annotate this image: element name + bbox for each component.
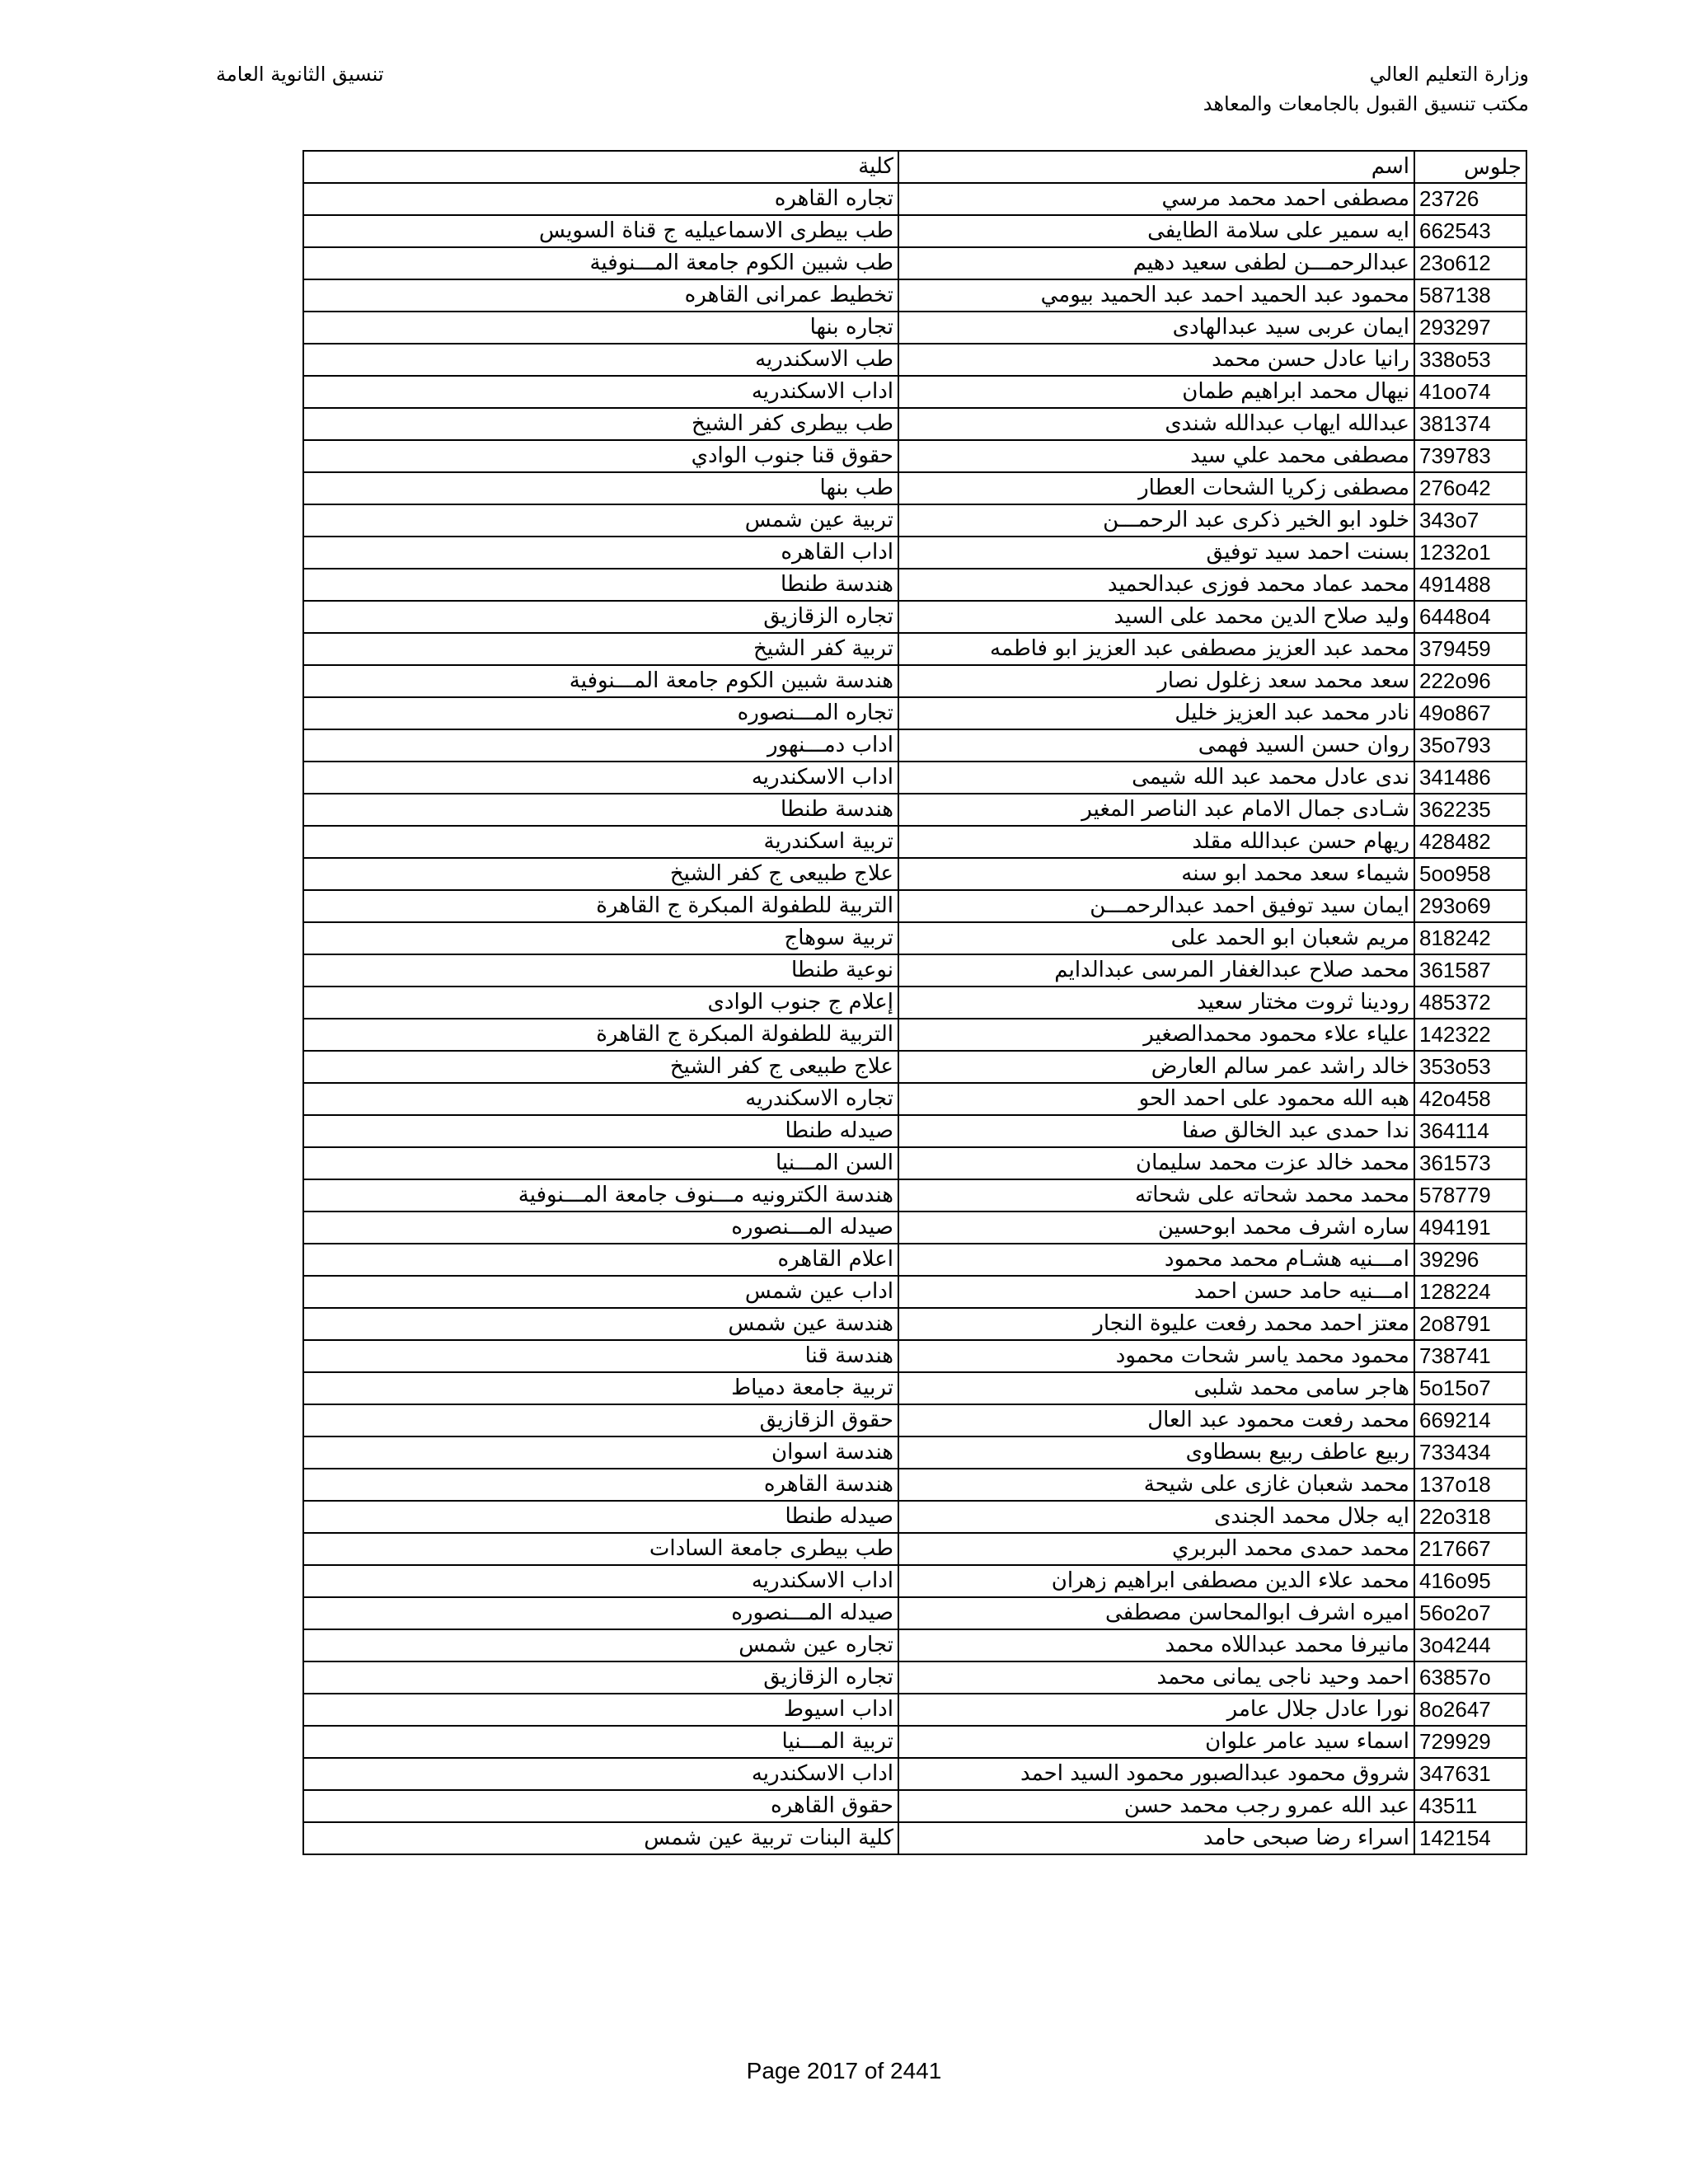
table-row [303, 215, 1526, 247]
table-row [303, 1726, 1526, 1758]
row-college: طب بيطرى جامعة السادات [303, 1533, 898, 1565]
row-college: تربية اسكندرية [303, 826, 898, 858]
row-number: 49o867 [1414, 697, 1526, 729]
row-number: 128224 [1414, 1276, 1526, 1308]
row-number: 23o612 [1414, 247, 1526, 279]
row-name: امـــنيه هشـام محمد محمود [898, 1244, 1414, 1276]
row-college: اداب الاسكندريه [303, 376, 898, 408]
row-name: بسنت احمد سيد توفيق [898, 537, 1414, 569]
table-row [303, 1565, 1526, 1597]
row-number: 578779 [1414, 1179, 1526, 1212]
row-number: 353o53 [1414, 1051, 1526, 1083]
row-number: 56o2o7 [1414, 1597, 1526, 1629]
row-name: مصطفى احمد محمد مرسي [898, 183, 1414, 215]
row-college: علاج طبيعى ج كفر الشيخ [303, 858, 898, 890]
row-number: 381374 [1414, 408, 1526, 440]
row-number: 222o96 [1414, 665, 1526, 697]
row-college: طب بيطرى الاسماعيليه ج قناة السويس [303, 215, 898, 247]
row-name: هبه الله محمود على احمد الحو [898, 1083, 1414, 1115]
table-row [303, 279, 1526, 312]
row-college: طب بنها [303, 472, 898, 504]
row-number: 729929 [1414, 1726, 1526, 1758]
row-number: 23726 [1414, 183, 1526, 215]
row-number: 739783 [1414, 440, 1526, 472]
row-number: 494191 [1414, 1212, 1526, 1244]
row-name: مصطفى زكريا الشحات العطار [898, 472, 1414, 504]
row-name: عبدالرحمـــن لطفى سعيد دهيم [898, 247, 1414, 279]
row-college: السن المـــنيا [303, 1147, 898, 1179]
row-college: اداب الاسكندريه [303, 762, 898, 794]
row-name: ايمان عربى سيد عبدالهادى [898, 312, 1414, 344]
row-number: 1232o1 [1414, 537, 1526, 569]
row-college: هندسة القاهره [303, 1469, 898, 1501]
row-name: ايه جلال محمد الجندى [898, 1501, 1414, 1533]
row-college: تجاره الزقازيق [303, 601, 898, 633]
row-college: حقوق قنا جنوب الوادي [303, 440, 898, 472]
row-number: 738741 [1414, 1340, 1526, 1372]
row-college: تربية جامعة دمياط [303, 1372, 898, 1404]
row-college: تربية سوهاج [303, 922, 898, 954]
table-row [303, 826, 1526, 858]
row-number: 379459 [1414, 633, 1526, 665]
row-number: 347631 [1414, 1758, 1526, 1790]
row-number: 341486 [1414, 762, 1526, 794]
row-name: هاجر سامى محمد شلبى [898, 1372, 1414, 1404]
row-name: ساره اشرف محمد ابوحسين [898, 1212, 1414, 1244]
table-row [303, 408, 1526, 440]
row-college: صيدله المـــنصوره [303, 1212, 898, 1244]
table-row [303, 1533, 1526, 1565]
row-name: شروق محمود عبدالصبور محمود السيد احمد [898, 1758, 1414, 1790]
row-name: محمد خالد عزت محمد سليمان [898, 1147, 1414, 1179]
table-row [303, 1083, 1526, 1115]
table-row [303, 1661, 1526, 1694]
row-college: تخطيط عمرانى القاهره [303, 279, 898, 312]
row-name: محمد محمد شحاته على شحاته [898, 1179, 1414, 1212]
ministry-header [1203, 59, 1529, 119]
table-row [303, 1276, 1526, 1308]
row-number: 217667 [1414, 1533, 1526, 1565]
row-number: 35o793 [1414, 729, 1526, 762]
row-name: محمود محمد ياسر شحات محمود [898, 1340, 1414, 1372]
row-number: 338o53 [1414, 344, 1526, 376]
row-college: تربية كفر الشيخ [303, 633, 898, 665]
table-row [303, 183, 1526, 215]
table-row [303, 440, 1526, 472]
table-row [303, 504, 1526, 537]
row-number: 8o2647 [1414, 1694, 1526, 1726]
row-name: ربيع عاطف ربيع بسطاوى [898, 1436, 1414, 1469]
row-college: صيدله طنطا [303, 1115, 898, 1147]
table-row [303, 472, 1526, 504]
row-number: 22o318 [1414, 1501, 1526, 1533]
row-college: تربية عين شمس [303, 504, 898, 537]
row-number: 137o18 [1414, 1469, 1526, 1501]
row-name: مريم شعبان ابو الحمد على [898, 922, 1414, 954]
row-number: 39296 [1414, 1244, 1526, 1276]
row-number: 142322 [1414, 1019, 1526, 1051]
row-name: معتز احمد محمد رفعت عليوة النجار [898, 1308, 1414, 1340]
row-college: حقوق الزقازيق [303, 1404, 898, 1436]
table-row [303, 1340, 1526, 1372]
row-name: اميره اشرف ابوالمحاسن مصطفى [898, 1597, 1414, 1629]
table-row [303, 537, 1526, 569]
row-number: 63857o [1414, 1661, 1526, 1694]
table-row [303, 1147, 1526, 1179]
row-name: اسماء سيد عامر علوان [898, 1726, 1414, 1758]
row-number: 5oo958 [1414, 858, 1526, 890]
row-college: التربية للطفولة المبكرة ج القاهرة [303, 1019, 898, 1051]
table-row [303, 1822, 1526, 1854]
row-college: طب بيطرى كفر الشيخ [303, 408, 898, 440]
row-number: 818242 [1414, 922, 1526, 954]
results-table [302, 150, 1527, 1855]
table-row [303, 954, 1526, 987]
row-number: 2o8791 [1414, 1308, 1526, 1340]
table-row [303, 1115, 1526, 1147]
row-college: اداب الاسكندريه [303, 1565, 898, 1597]
table-row [303, 1051, 1526, 1083]
table-row [303, 762, 1526, 794]
row-name: محمد عبد العزيز مصطفى عبد العزيز ابو فاطمه [898, 633, 1414, 665]
office-name: مكتب تنسيق القبول بالجامعات والمعاهد [1203, 92, 1529, 115]
row-name: روان حسن السيد فهمى [898, 729, 1414, 762]
row-number: 485372 [1414, 987, 1526, 1019]
row-name: ندى عادل محمد عبد الله شيمى [898, 762, 1414, 794]
row-college: هندسة قنا [303, 1340, 898, 1372]
row-college: هندسة عين شمس [303, 1308, 898, 1340]
table-row [303, 1179, 1526, 1212]
row-college: هندسة اسوان [303, 1436, 898, 1469]
table-row [303, 1436, 1526, 1469]
row-college: اداب القاهره [303, 537, 898, 569]
row-name: سعد محمد سعد زغلول نصار [898, 665, 1414, 697]
row-name: نيهال محمد ابراهيم طمان [898, 376, 1414, 408]
row-number: 41oo74 [1414, 376, 1526, 408]
table-row [303, 1019, 1526, 1051]
row-number: 361573 [1414, 1147, 1526, 1179]
table-row [303, 1758, 1526, 1790]
row-number: 3o4244 [1414, 1629, 1526, 1661]
row-college: علاج طبيعى ج كفر الشيخ [303, 1051, 898, 1083]
table-row [303, 1694, 1526, 1726]
row-college: كلية البنات تربية عين شمس [303, 1822, 898, 1854]
table-row [303, 890, 1526, 922]
row-name: ندا حمدى عبد الخالق صفا [898, 1115, 1414, 1147]
coordination-title: تنسيق الثانوية العامة [216, 63, 384, 86]
row-name: محمد شعبان غازى على شيحة [898, 1469, 1414, 1501]
row-name: مانيرفا محمد عبداللاه محمد [898, 1629, 1414, 1661]
row-name: شـادى جمال الامام عبد الناصر المغير [898, 794, 1414, 826]
row-number: 662543 [1414, 215, 1526, 247]
row-number: 362235 [1414, 794, 1526, 826]
row-name: مصطفى محمد علي سيد [898, 440, 1414, 472]
header-name: اسم [898, 151, 1414, 183]
table-row [303, 1501, 1526, 1533]
row-college: طب شبين الكوم جامعة المـــنوفية [303, 247, 898, 279]
row-number: 276o42 [1414, 472, 1526, 504]
row-number: 587138 [1414, 279, 1526, 312]
row-number: 361587 [1414, 954, 1526, 987]
row-name: عبد الله عمرو رجب محمد حسن [898, 1790, 1414, 1822]
table-row [303, 1372, 1526, 1404]
header-number: جلوس [1414, 151, 1526, 183]
header-college: كلية [303, 151, 898, 183]
row-college: تجاره القاهره [303, 183, 898, 215]
table-body [303, 183, 1526, 1854]
table-row [303, 1212, 1526, 1244]
row-name: محمد علاء الدين مصطفى ابراهيم زهران [898, 1565, 1414, 1597]
table-row [303, 1469, 1526, 1501]
row-name: عبدالله ايهاب عبدالله شندى [898, 408, 1414, 440]
row-name: محمد صلاح عبدالغفار المرسى عبدالدايم [898, 954, 1414, 987]
row-number: 364114 [1414, 1115, 1526, 1147]
row-number: 491488 [1414, 569, 1526, 601]
row-college: التربية للطفولة المبكرة ج القاهرة [303, 890, 898, 922]
page-footer: Page 2017 of 2441 [746, 2058, 942, 2083]
row-number: 343o7 [1414, 504, 1526, 537]
row-number: 293297 [1414, 312, 1526, 344]
table-row [303, 247, 1526, 279]
row-number: 43511 [1414, 1790, 1526, 1822]
row-number: 142154 [1414, 1822, 1526, 1854]
table-row [303, 729, 1526, 762]
table-row [303, 1404, 1526, 1436]
table-row [303, 665, 1526, 697]
table-row [303, 312, 1526, 344]
row-college: طب الاسكندريه [303, 344, 898, 376]
row-name: ايه سمير على سلامة الطايفى [898, 215, 1414, 247]
row-college: اداب الاسكندريه [303, 1758, 898, 1790]
row-name: محمود عبد الحميد احمد عبد الحميد بيومي [898, 279, 1414, 312]
table-row [303, 569, 1526, 601]
table-row [303, 633, 1526, 665]
row-college: اداب دمـــنهور [303, 729, 898, 762]
row-college: تجاره عين شمس [303, 1629, 898, 1661]
row-college: صيدله المـــنصوره [303, 1597, 898, 1629]
row-number: 293o69 [1414, 890, 1526, 922]
row-number: 669214 [1414, 1404, 1526, 1436]
row-college: نوعية طنطا [303, 954, 898, 987]
row-college: هندسة طنطا [303, 569, 898, 601]
row-number: 42o458 [1414, 1083, 1526, 1115]
row-number: 6448o4 [1414, 601, 1526, 633]
table-row [303, 1597, 1526, 1629]
row-name: محمد رفعت محمود عبد العال [898, 1404, 1414, 1436]
row-number: 428482 [1414, 826, 1526, 858]
row-college: تربية المـــنيا [303, 1726, 898, 1758]
table-row [303, 601, 1526, 633]
table-row [303, 697, 1526, 729]
row-college: تجاره المـــنصوره [303, 697, 898, 729]
row-name: نادر محمد عبد العزيز خليل [898, 697, 1414, 729]
row-college: تجاره الاسكندريه [303, 1083, 898, 1115]
table-row [303, 858, 1526, 890]
ministry-name: وزارة التعليم العالي [1369, 63, 1529, 86]
row-name: اسراء رضا صبحى حامد [898, 1822, 1414, 1854]
table-row [303, 794, 1526, 826]
row-name: احمد وحيد ناجى يمانى محمد [898, 1661, 1414, 1694]
row-name: خالد راشد عمر سالم العارض [898, 1051, 1414, 1083]
table-row [303, 1790, 1526, 1822]
row-name: وليد صلاح الدين محمد على السيد [898, 601, 1414, 633]
row-name: علياء علاء محمود محمدالصغير [898, 1019, 1414, 1051]
row-name: امـــنيه حامد حسن احمد [898, 1276, 1414, 1308]
row-name: خلود ابو الخير ذكرى عبد الرحمـــن [898, 504, 1414, 537]
table-row [303, 922, 1526, 954]
table-row [303, 376, 1526, 408]
table-row [303, 987, 1526, 1019]
row-college: هندسة الكترونيه مـــنوف جامعة المـــنوفية [303, 1179, 898, 1212]
row-college: صيدله طنطا [303, 1501, 898, 1533]
row-name: محمد عماد محمد فوزى عبدالحميد [898, 569, 1414, 601]
row-college: تجاره الزقازيق [303, 1661, 898, 1694]
table-row [303, 1244, 1526, 1276]
row-number: 416o95 [1414, 1565, 1526, 1597]
row-college: اداب اسيوط [303, 1694, 898, 1726]
table-row [303, 344, 1526, 376]
table-row [303, 1308, 1526, 1340]
row-college: إعلام ج جنوب الوادى [303, 987, 898, 1019]
row-college: تجاره بنها [303, 312, 898, 344]
row-number: 733434 [1414, 1436, 1526, 1469]
row-college: حقوق القاهره [303, 1790, 898, 1822]
row-college: اعلام القاهره [303, 1244, 898, 1276]
row-name: نورا عادل جلال عامر [898, 1694, 1414, 1726]
row-college: هندسة طنطا [303, 794, 898, 826]
row-name: شيماء سعد محمد ابو سنه [898, 858, 1414, 890]
table-header-row [303, 151, 1526, 183]
row-name: ايمان سيد توفيق احمد عبدالرحمـــن [898, 890, 1414, 922]
row-number: 5o15o7 [1414, 1372, 1526, 1404]
row-name: رانيا عادل حسن محمد [898, 344, 1414, 376]
row-college: هندسة شبين الكوم جامعة المـــنوفية [303, 665, 898, 697]
row-name: محمد حمدى محمد البربري [898, 1533, 1414, 1565]
table-row [303, 1629, 1526, 1661]
row-college: اداب عين شمس [303, 1276, 898, 1308]
row-name: ريهام حسن عبدالله مقلد [898, 826, 1414, 858]
row-name: رودينا ثروت مختار سعيد [898, 987, 1414, 1019]
